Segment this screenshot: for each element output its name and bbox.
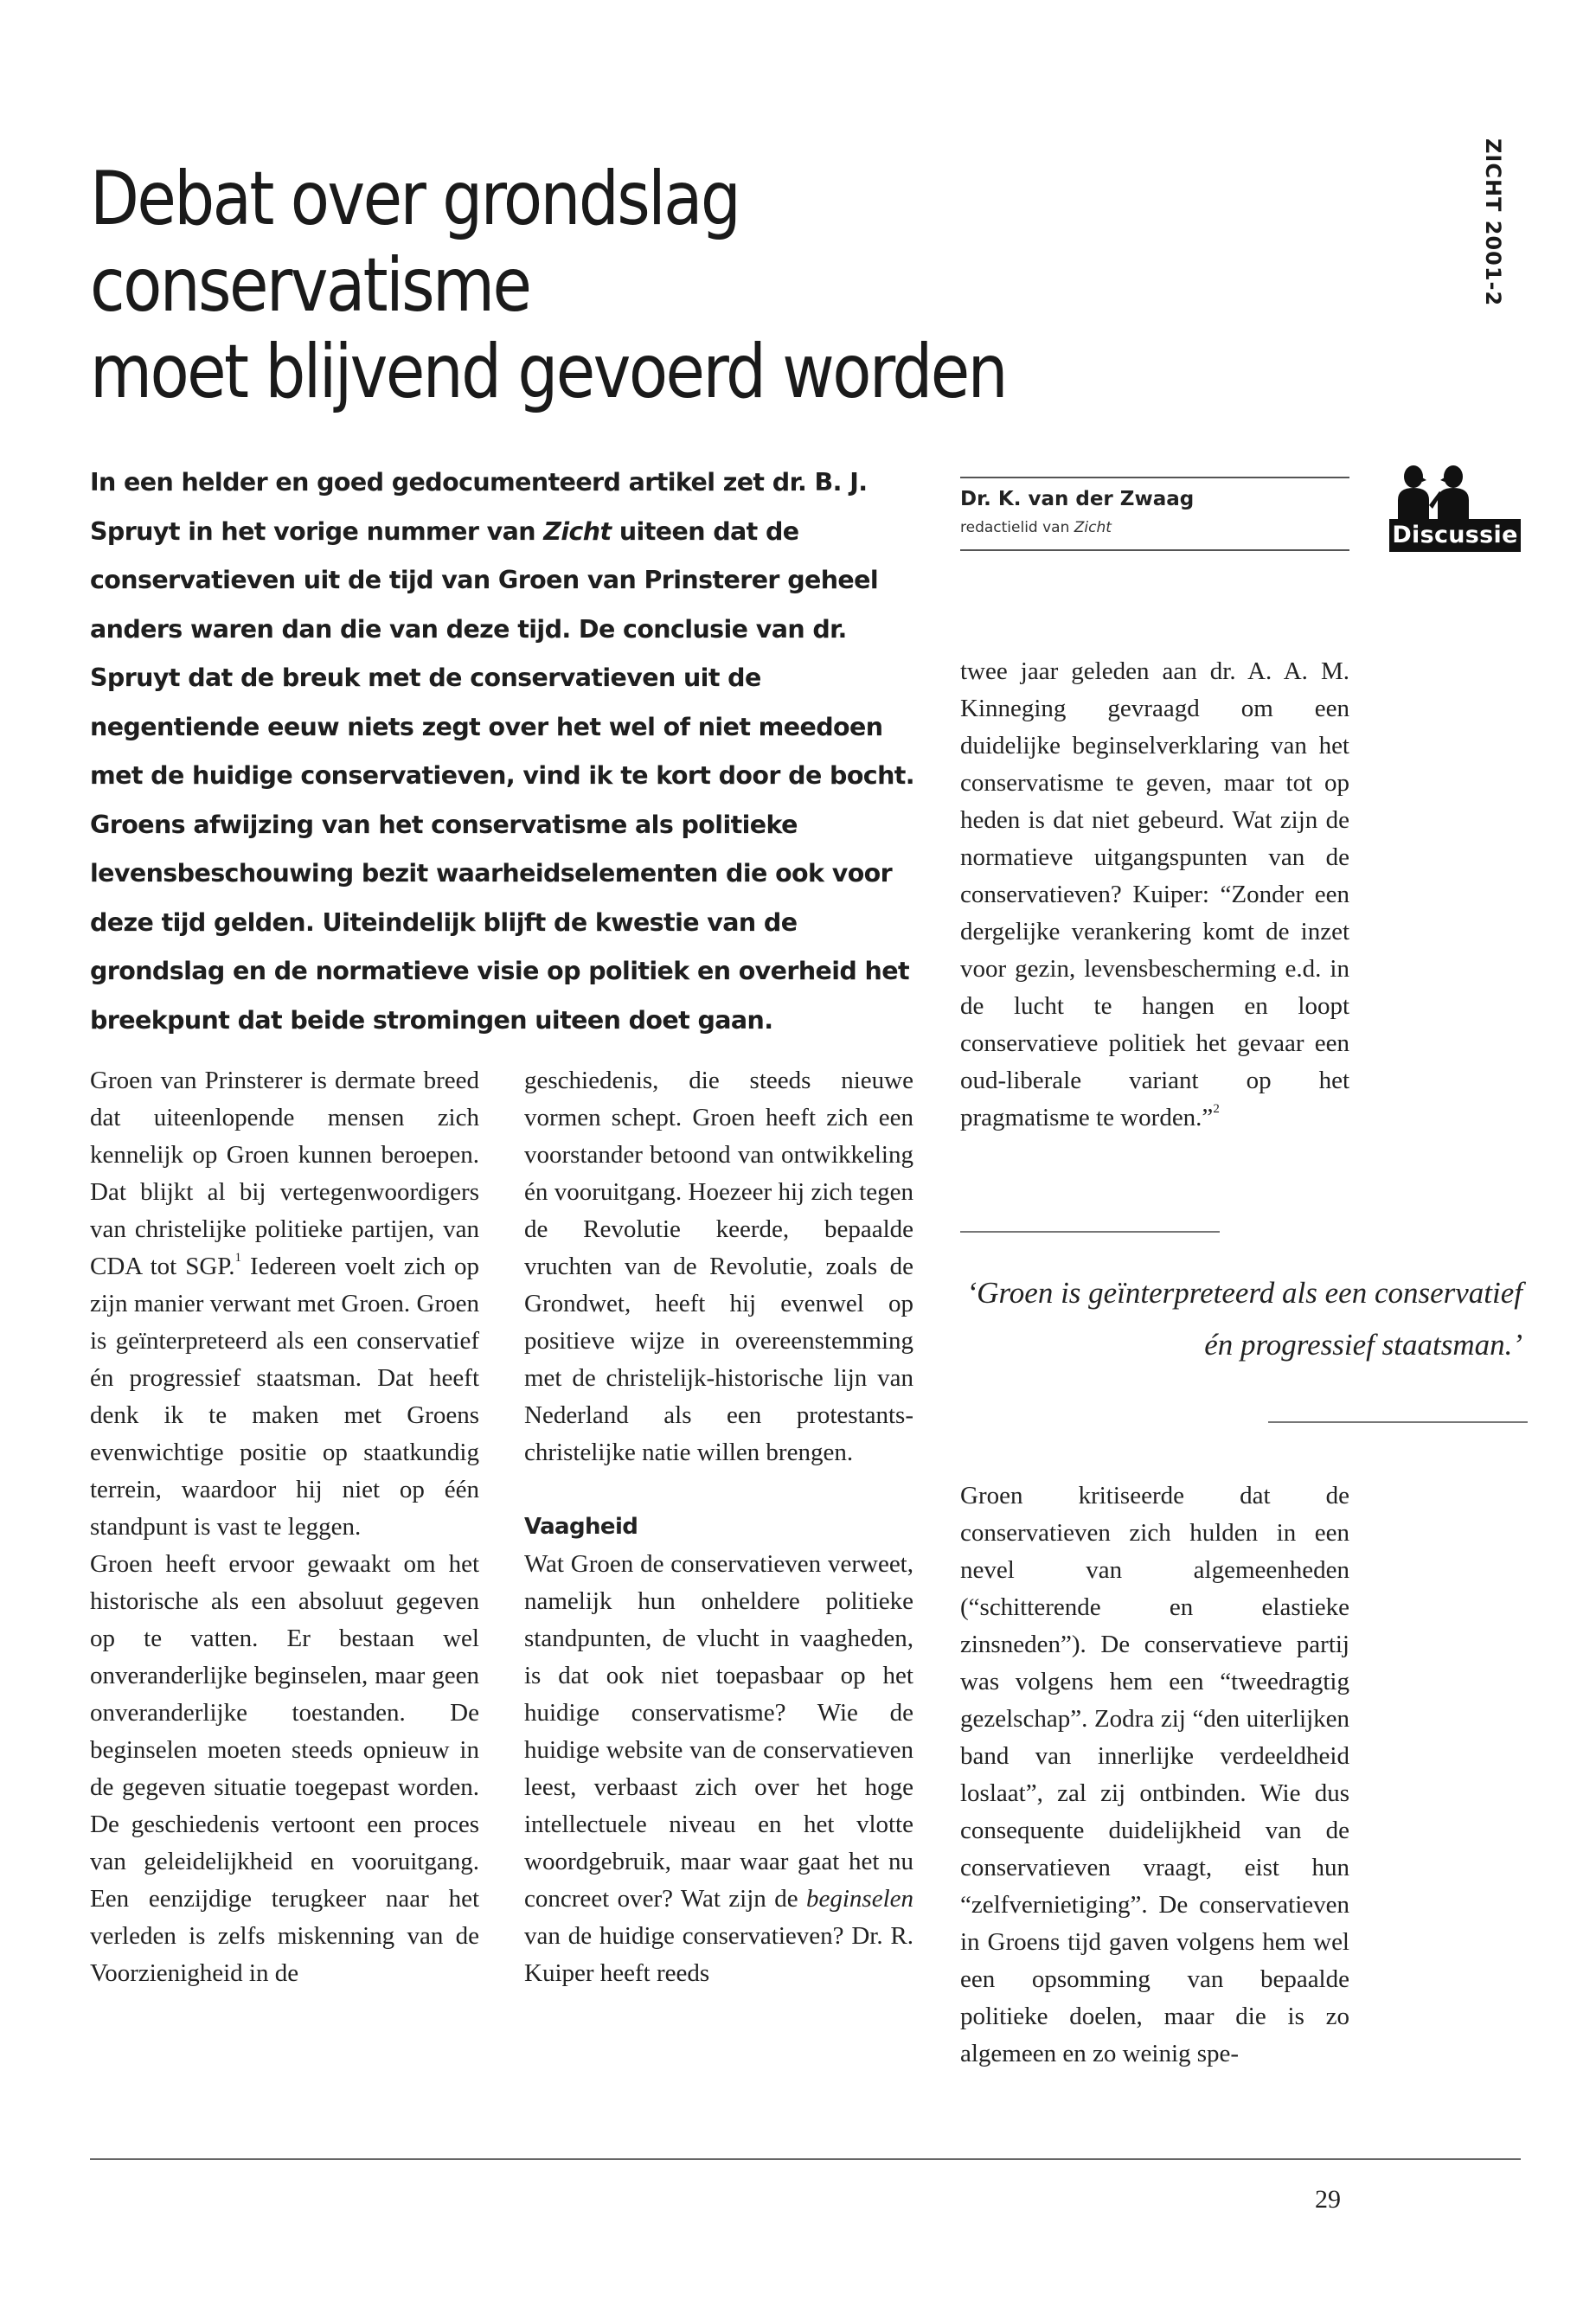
lead-text-2: uiteen dat de conservatieven uit de tijd van Groen van Prinsterer geheel anders waren dan die van deze tijd. De conclusie van dr. Spruyt dat de breuk met de conservatieven uit de negentiende eeuw niets zegt over het wel of niet meedoen met de huidige conservatieven, vind ik te kort door de bocht. Groens afwijzing van het conservatisme als politieke levensbeschouwing bezit waarheidselementen die ook voor deze tijd gelden. Uiteindelijk blijft de kwestie van de grondslag en de normatieve visie op politiek en overheid het breekpunt dat beide stromingen uiteen doet gaan.	[90, 516, 915, 1035]
section-heading: Vaagheid	[524, 1514, 638, 1540]
paragraph-text: twee jaar geleden aan dr. A. A. M. Kinneging gevraagd om een duidelijke beginselverklaring van het conservatisme te geven, maar tot op heden is dat niet gebeurd. Wat zijn de normatieve uitgangspunten van de conservatieven? Kuiper: “Zonder een dergelijke verankering komt de inzet voor gezin, levensbescherming e.d. in de lucht te hangen en loopt conservatieve politiek het gevaar een oud-liberale variant op het pragmatisme te worden.”	[960, 657, 1349, 1131]
lead-journal-name: Zicht	[543, 516, 612, 546]
two-people-talking-icon	[1389, 464, 1521, 524]
paragraph	[524, 1546, 913, 1992]
pull-quote: ‘Groen is geïnterpreteerd als een conservatief én progressief staatsman.’	[966, 1276, 1522, 1362]
paragraph-text: van de huidige conservatieven? Dr. R. Kuiper heeft reeds	[524, 1922, 913, 1987]
paragraph-text: Iedereen voelt zich op zijn manier verwant met Groen. Groen is geïnterpreteerd als een conservatief én progressief staatsman. Dat heeft denk ik te maken met Groens evenwichtige positie op staatkundig terrein, waardoor hij niet op één standpunt is vast te leggen.	[90, 1253, 479, 1541]
emphasis-text: beginselen	[805, 1885, 913, 1913]
lead-paragraph	[90, 458, 920, 1045]
journal-issue-tag: ZICHT 2001-2	[1481, 138, 1505, 307]
discussie-label: Discussie	[1389, 519, 1521, 552]
paragraph-text: Wat Groen de conservatieven verweet, namelijk hun onheldere politieke standpunten, de vlucht in vaagheden, is dat ook niet toepasbaar op het huidige conservatisme? Wie de huidige website van de conservatieven leest, verbaast zich over het hoge intellectuele niveau en het vlotte woordgebruik, maar waar gaat het nu concreet over? Wat zijn de	[524, 1550, 913, 1913]
body-column-2	[524, 1062, 913, 1992]
footer-rule	[90, 2158, 1521, 2160]
lead-text-1: In een helder en goed gedocumenteerd artikel zet dr. B. J. Spruyt in het vorige nummer van	[90, 468, 868, 546]
title-line-2: moet blijvend gevoerd worden	[90, 329, 1006, 415]
body-column-1	[90, 1062, 479, 1992]
pullquote-top-rule	[960, 1231, 1220, 1233]
discussie-badge	[1389, 464, 1521, 552]
footnote-ref-1[interactable]: 1	[234, 1251, 241, 1265]
byline	[960, 476, 1349, 536]
paragraph: Groen kritiseerde dat de conservatieven zich hulden in een nevel van algemeenheden (“schitterende en elastieke zinsneden”). De conservatieve partij was volgens hem een “tweedragtig gezelschap”. Zodra zij “den uiterlijken band van innerlijke verdeeldheid loslaat”, zal zij ontbinden. Wie dus consequente duidelijkheid van de conservatieven vraagt, eist hun “zelfvernietiging”. De conservatieven in Groens tijd gaven volgens hem wel een opsomming van bepaalde politieke doelen, maar die is zo algemeen en zo weinig spe-	[960, 1482, 1349, 2067]
paragraph: Groen heeft ervoor gewaakt om het historische als een absoluut gegeven op te vatten. Er bestaan wel onveranderlijke beginselen, maar geen onveranderlijke toestanden. De beginselen moeten steeds opnieuw in de gegeven situatie toegepast worden. De geschiedenis vertoont een proces van geleidelijkheid en vooruitgang. Een eenzijdige terugkeer naar het verleden is zelfs miskenning van de Voorzienigheid in de	[90, 1550, 479, 1987]
body-column-3-bottom	[960, 1477, 1349, 2073]
author-role-journal: Zicht	[1074, 519, 1112, 536]
byline-bottom-rule	[960, 549, 1349, 551]
body-column-3-top	[960, 653, 1349, 1137]
author-role	[960, 519, 1349, 536]
pullquote-bottom-rule	[1268, 1421, 1528, 1423]
paragraph	[90, 1062, 479, 1546]
title-line-1: Debat over grondslag conservatisme	[90, 156, 740, 329]
paragraph-text: Groen van Prinsterer is dermate breed dat uiteenlopende mensen zich kennelijk op Groen kunnen beroepen. Dat blijkt al bij vertegenwoordigers van christelijke politieke partijen, van CDA tot SGP.	[90, 1067, 479, 1280]
footnote-ref-2[interactable]: 2	[1213, 1102, 1220, 1116]
page-number: 29	[1315, 2185, 1341, 2214]
paragraph	[960, 653, 1349, 1137]
article-title	[90, 156, 1146, 415]
author-role-text: redactielid van	[960, 519, 1074, 536]
author-name: Dr. K. van der Zwaag	[960, 488, 1195, 510]
paragraph: geschiedenis, die steeds nieuwe vormen schept. Groen heeft zich een voorstander betoond van ontwikkeling én vooruitgang. Hoezeer hij zich tegen de Revolutie keerde, bepaalde vruchten van de Revolutie, zoals de Grondwet, heeft hij evenwel op positieve wijze in overeenstemming met de christelijk-historische lijn van Nederland als een protestants-christelijke natie willen brengen.	[524, 1067, 913, 1466]
